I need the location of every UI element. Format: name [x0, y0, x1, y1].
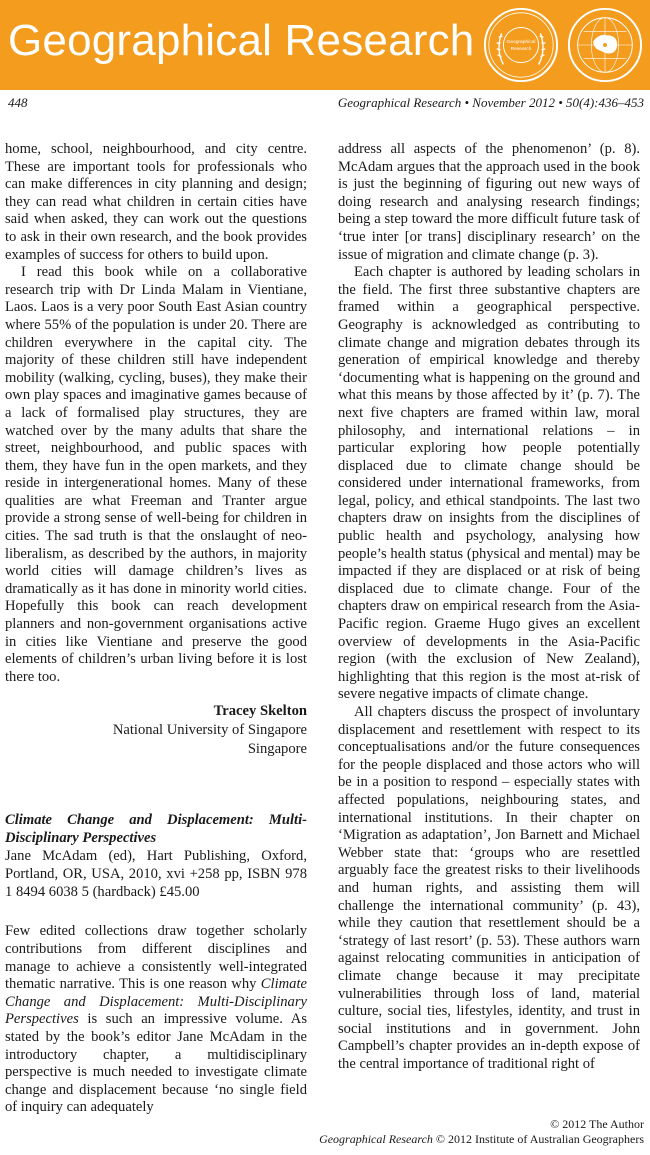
right-paragraph-2: Each chapter is authored by leading scholars in the field. The first three substantive chapters are framed within a geographical perspective. Geography is acknowledged as contributing to climate change and migration debates through its generation of empirical knowledge and thereby ‘documenting what is happening on the ground and what this means by those affected by it’ (p. 7). The next five chapters are framed within law, moral philosophy, and international relations – in particular exploring how people potentially displaced due to climate change should be considered under international frameworks, from legal, policy, and ethical standpoints. The last two chapters draw on insights from the disciplines of public health and psychology, analysing how people’s health status (physical and mental) may be impacted if they are displaced or at risk of being displaced due to climate change. Four of the chapters draw on empirical research from the Asia-Pacific region. Graeme Hugo gives an excellent overview of developments in the Asia-Pacific region (with the exclusion of New Zealand), highlighting that this region is the most at-risk of severe negative impacts of climate change.: [338, 264, 640, 703]
journal-title: Geographical Research: [8, 16, 475, 65]
footer-journal-name: Geographical Research: [319, 1132, 433, 1146]
book-details: Jane McAdam (ed), Hart Publishing, Oxford, Portland, OR, USA, 2010, xvi +258 pp, ISBN 978 1 8494 6038 5 (hardback) £45.00: [5, 848, 307, 901]
paragraph-3-book-title: Climate Change and Displacement: Multi-Disciplinary Perspectives: [5, 976, 307, 1028]
institute-seal-icon: [566, 6, 644, 84]
running-header: [0, 95, 650, 113]
reviewer-institution: National University of Singapore: [112, 722, 307, 739]
left-paragraph-3: [5, 923, 307, 1117]
book-title: Climate Change and Displacement: Multi-Disciplinary Perspectives: [5, 812, 307, 847]
left-column: [5, 141, 307, 1117]
journal-banner: [0, 0, 650, 90]
right-paragraph-3: All chapters discuss the prospect of involuntary displacement and resettlement with respect to its conceptualisations and/or the future consequences for the people displaced and those actors who will be in a position to respond – especially states with affected populations, neighbouring states, and international institutions. In their chapter on ‘Migration as adaptation’, Jon Barnett and Michael Webber state that: ‘groups who are resettled arguably face the greatest risks to their livelihoods and human rights, and assisting them will challenge the international community’ (p. 43), while they caution that resettlement should be a ‘strategy of last resort’ (p. 53). These authors warn against relocating communities in anticipation of climate change because it may precipitate vulnerabilities through loss of land, material culture, social ties, lifestyles, identity, and trust in social institutions and in government. John Campbell’s chapter provides an in-depth expose of the central importance of traditional right of: [338, 704, 640, 1072]
footer-copyright-org: © 2012 Institute of Australian Geographers: [432, 1132, 644, 1146]
right-paragraph-1: address all aspects of the phenomenon’ (p. 8). McAdam argues that the approach used in the book is just the beginning of figuring out new ways of doing research and analysing research findings; being a step toward the more difficult future task of ‘true inter [or trans] disciplinary research’ on the issue of migration and climate change (p. 3).: [338, 141, 640, 263]
reviewer-location: Singapore: [247, 741, 307, 758]
page-footer: [319, 1117, 644, 1147]
footer-copyright-line: [319, 1132, 644, 1147]
journal-issue-line: Geographical Research • November 2012 • 50(4):436–453: [337, 95, 644, 110]
paragraph-3-text-b: is such an impressive volume. As stated by the book’s editor Jane McAdam in the introductory chapter, a multidisciplinary perspective is much needed to investigate climate change and displacement because ‘no single field of inquiry can adequately: [5, 1011, 307, 1116]
seal-text-line2: Research: [510, 46, 532, 52]
paragraph-3-text-a: Few edited collections draw together scholarly contributions from different disciplines and manage to achieve a consistently well-integrated thematic narrative. This is one reason why: [5, 923, 307, 993]
right-column: [338, 141, 640, 1073]
seal-text-line1: Geographical: [506, 40, 536, 46]
footer-copyright-author: © 2012 The Author: [550, 1117, 644, 1131]
reviewer-name: Tracey Skelton: [213, 703, 307, 720]
left-paragraph-1: home, school, neighbourhood, and city centre. These are important tools for professionals who can make differences in city planning and design; they can read what children in certain cities have said when asked, they can work out the questions to ask in their own research, and the book provides examples of success for others to build upon.: [5, 141, 307, 263]
journal-seal-icon: [482, 6, 560, 84]
page-number: 448: [8, 95, 28, 110]
left-paragraph-2: I read this book while on a collaborative research trip with Dr Linda Malam in Vientiane, Laos. Laos is a very poor South East Asian country where 55% of the population is under 20. There are children everywhere in the capital city. The majority of these children still have independent mobility (walking, cycling, buses), they make their own play spaces and imaginative games because of a lack of formalised play structures, they are watched over by the many adults that share the street, neighbourhood, and public spaces with them, they have fun in the open markets, and they reside in intergenerational homes. Many of these qualities are what Freeman and Tranter argue provide a strong sense of well-being for children in cities. The sad truth is that the onslaught of neo-liberalism, as described by the authors, in majority world cities will damage children’s lives as dramatically as it has done in minority world cities. Hopefully this book can reach development planners and non-government organisations active in cities like Vientiane and preserve the good elements of children’s urban living before it is lost there too.: [5, 264, 307, 685]
